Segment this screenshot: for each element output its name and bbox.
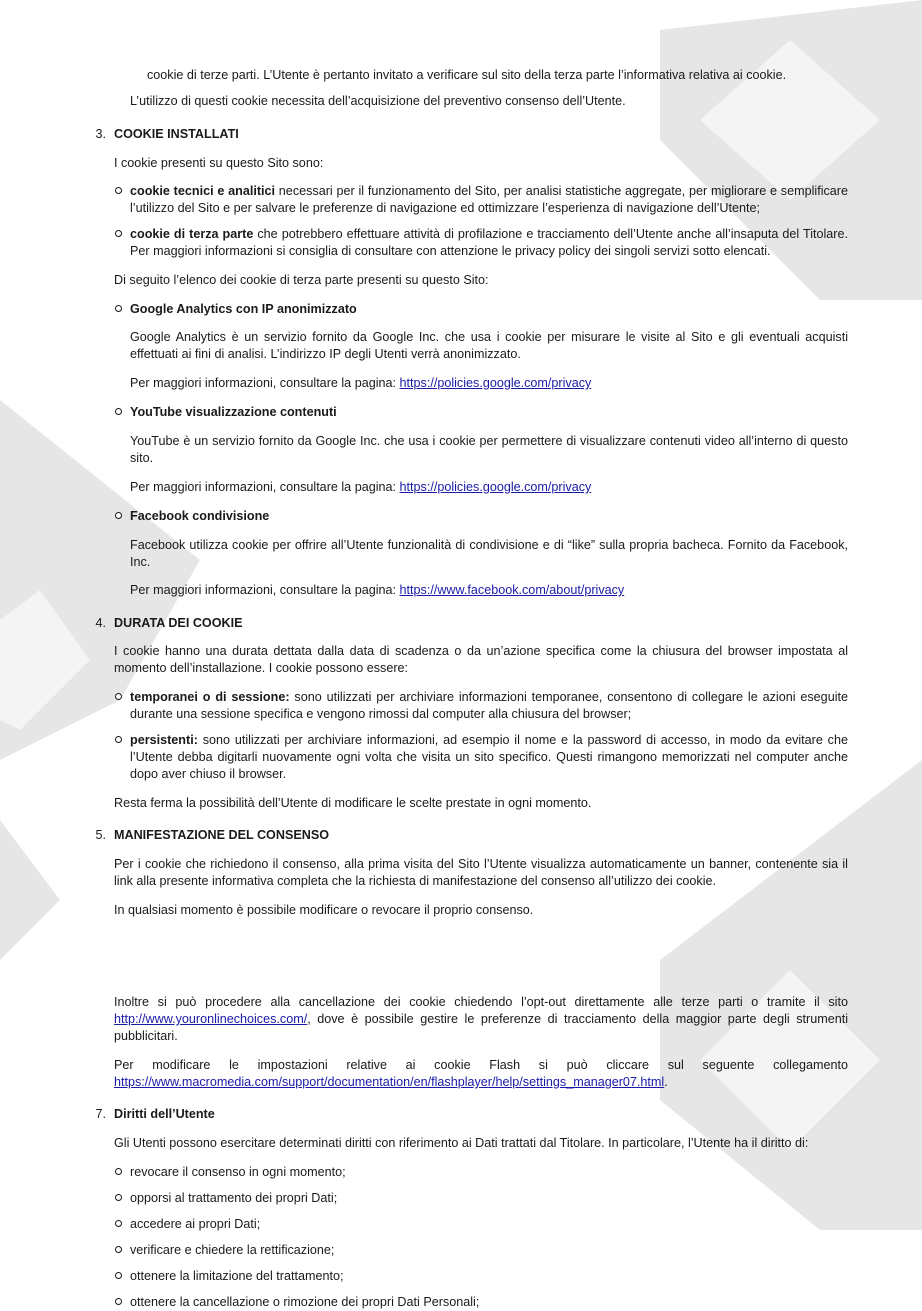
youtube-title: YouTube visualizzazione contenuti — [130, 405, 337, 419]
bullet-text: necessari per il funzionamento del Sito, per analisi statistiche aggregate, per migliorare e semplificare l’utilizzo del Sito e per salvare le preferenze di navigazione ed ottimizzare l’esperienza di navigazione dell’Utente; — [130, 184, 848, 215]
bullet-icon — [115, 1194, 122, 1201]
bullet-icon — [115, 305, 122, 312]
optout-paragraph — [114, 994, 848, 1045]
facebook-description: Facebook utilizza cookie per offrire all’Utente funzionalità di condivisione e di “like” sulla propria bacheca. Fornito da Facebook, Inc. — [130, 538, 848, 569]
info-prefix: Per maggiori informazioni, consultare la pagina: — [130, 480, 400, 494]
bullet-icon — [115, 408, 122, 415]
section-3-title: COOKIE INSTALLATI — [114, 127, 239, 141]
facebook-privacy-link[interactable]: https://www.facebook.com/about/privacy — [399, 583, 625, 597]
bullet-icon — [115, 512, 122, 519]
youronlinechoices-link[interactable]: http://www.youronlinechoices.com/ — [114, 1012, 308, 1026]
bullet-icon — [115, 1246, 122, 1253]
info-prefix: Per maggiori informazioni, consultare la pagina: — [130, 376, 400, 390]
section-3-bullet-technical — [130, 183, 848, 217]
right-item: opporsi al trattamento dei propri Dati; — [130, 1191, 338, 1205]
bullet-icon — [115, 693, 122, 700]
intro-line-1: cookie di terze parti. L’Utente è pertanto invitato a verificare sul sito della terza parte l’informativa relativa ai cookie. — [147, 68, 787, 82]
info-prefix: Per maggiori informazioni, consultare la pagina: — [130, 583, 400, 597]
bullet-text: sono utilizzati per archiviare informazioni temporanee, consentono di collegare le azioni eseguite durante una sessione specifica e vengono rimossi dal computer alla chiusura del browser; — [130, 690, 848, 721]
google-analytics-title: Google Analytics con IP anonimizzato — [130, 302, 357, 316]
section-7-title: Diritti dell’Utente — [114, 1107, 215, 1121]
section-7-lead: Gli Utenti possono esercitare determinati diritti con riferimento ai Dati trattati dal Titolare. In particolare, l’Utente ha il diritto di: — [114, 1136, 809, 1150]
section-5-title: MANIFESTAZIONE DEL CONSENSO — [114, 828, 330, 842]
section-4-number: 4. — [95, 616, 106, 630]
section-7-number: 7. — [95, 1107, 106, 1121]
google-analytics-info — [130, 375, 848, 392]
bullet-icon — [115, 187, 122, 194]
bullet-icon — [115, 1168, 122, 1175]
section-3-bullet-third-party — [130, 226, 848, 260]
bullet-bold-label: persistenti: — [130, 733, 198, 747]
section-4-title: DURATA DEI COOKIE — [114, 616, 243, 630]
facebook-title: Facebook condivisione — [130, 509, 270, 523]
third-party-lead: Di seguito l’elenco dei cookie di terza parte presenti su questo Sito: — [114, 273, 489, 287]
right-item: ottenere la cancellazione o rimozione dei propri Dati Personali; — [130, 1295, 480, 1309]
bullet-text: che potrebbero effettuare attività di profilazione e tracciamento dell’Utente anche all’insaputa del Titolare. Per maggiori informazioni si consiglia di consultare con attenzione le privacy policy dei singoli servizi sotto elencati. — [130, 227, 848, 258]
section-4-closing: Resta ferma la possibilità dell’Utente di modificare le scelte prestate in ogni momento. — [114, 796, 592, 810]
section-3-number: 3. — [95, 127, 106, 141]
bullet-icon — [115, 1298, 122, 1305]
bullet-bold-label: cookie tecnici e analitici — [130, 184, 276, 198]
flash-text-after: . — [664, 1075, 668, 1089]
optout-text-after: , dove è possibile gestire le preferenze di tracciamento della maggior parte degli strumenti pubblicitari. — [114, 1012, 848, 1043]
optout-text-before: Inoltre si può procedere alla cancellazione dei cookie chiedendo l’opt-out direttamente alle terze parti o tramite il sito — [114, 995, 848, 1009]
flash-paragraph-line-1: Per modificare le impostazioni relative ai cookie Flash si può cliccare sul seguente collegamento — [114, 1058, 848, 1072]
facebook-info — [130, 582, 848, 599]
youtube-description: YouTube è un servizio fornito da Google Inc. che usa i cookie per permettere di visualizzare contenuti video all’interno di questo sito. — [130, 434, 848, 465]
flash-paragraph-line-2 — [114, 1074, 848, 1091]
section-4-bullet-session — [130, 689, 848, 723]
section-3-lead: I cookie presenti su questo Sito sono: — [114, 156, 324, 170]
youtube-info — [130, 479, 848, 496]
youtube-privacy-link[interactable]: https://policies.google.com/privacy — [399, 480, 592, 494]
right-item: revocare il consenso in ogni momento; — [130, 1165, 346, 1179]
bullet-bold-label: temporanei o di sessione: — [130, 690, 290, 704]
google-analytics-description: Google Analytics è un servizio fornito da Google Inc. che usa i cookie per misurare le visite al Sito e gli eventuali acquisti effettuati ai fini di analisi. L’indirizzo IP degli Utenti verrà anonimizzato. — [130, 330, 848, 361]
section-4-lead: I cookie hanno una durata dettata dalla data di scadenza o da un’azione specifica come la chiusura del browser impostata al momento dell’installazione. I cookie possono essere: — [114, 644, 848, 675]
bullet-icon — [115, 1272, 122, 1279]
bullet-text: sono utilizzati per archiviare informazioni, ad esempio il nome e la password di accesso, in modo da evitare che l’Utente debba digitarli nuovamente ogni volta che visita un sito specifico. Questi rimangono memorizzati nel computer anche dopo aver chiuso il browser. — [130, 733, 848, 781]
intro-line-2: L’utilizzo di questi cookie necessita dell’acquisizione del preventivo consenso dell’Utente. — [130, 94, 626, 108]
google-privacy-link[interactable]: https://policies.google.com/privacy — [399, 376, 592, 390]
bullet-icon — [115, 230, 122, 237]
section-5-paragraph-2: In qualsiasi momento è possibile modificare o revocare il proprio consenso. — [114, 903, 534, 917]
bullet-icon — [115, 1220, 122, 1227]
section-5-paragraph-1: Per i cookie che richiedono il consenso, alla prima visita del Sito l’Utente visualizza automaticamente un banner, contenente sia il link alla presente informativa completa che la richiesta di manifestazione del consenso all’utilizzo dei cookie. — [114, 857, 848, 888]
macromedia-settings-link[interactable]: https://www.macromedia.com/support/documentation/en/flashplayer/help/settings_manager07.html — [114, 1075, 665, 1089]
right-item: ottenere la limitazione del trattamento; — [130, 1269, 344, 1283]
section-5-number: 5. — [95, 828, 106, 842]
right-item: verificare e chiedere la rettificazione; — [130, 1243, 335, 1257]
right-item: accedere ai propri Dati; — [130, 1217, 261, 1231]
bullet-icon — [115, 736, 122, 743]
bullet-bold-label: cookie di terza parte — [130, 227, 254, 241]
section-4-bullet-persistent — [130, 732, 848, 783]
